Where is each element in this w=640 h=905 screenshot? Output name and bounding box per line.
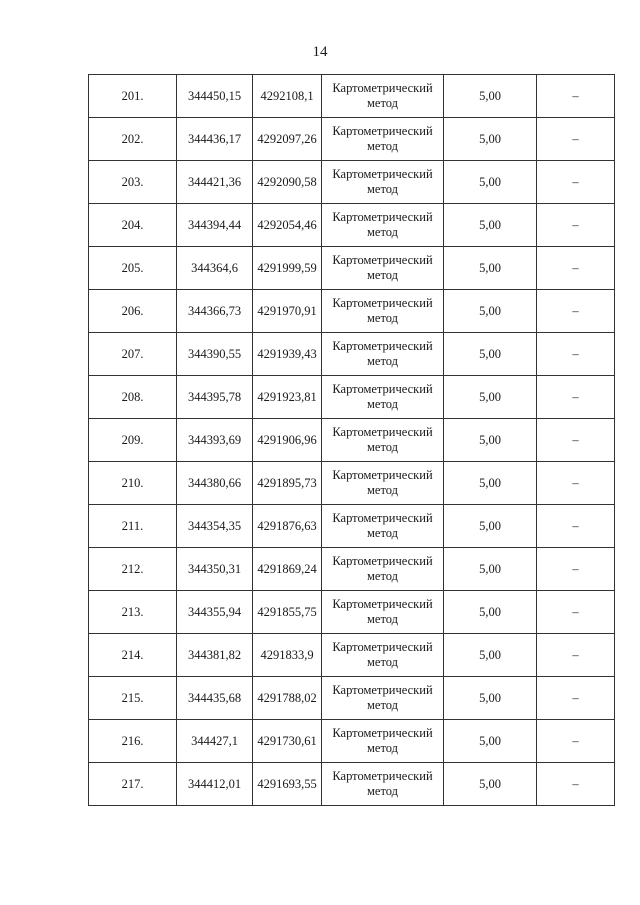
y-coordinate-cell: 4291788,02: [253, 677, 322, 720]
point-number-cell: 216.: [89, 720, 177, 763]
method-text: Картометрический метод: [332, 511, 433, 540]
method-cell: [322, 161, 444, 204]
accuracy-cell: 5,00: [444, 763, 537, 806]
x-coordinate-cell: 344354,35: [177, 505, 253, 548]
method-cell: [322, 376, 444, 419]
method-cell: [322, 505, 444, 548]
y-coordinate-cell: 4291970,91: [253, 290, 322, 333]
accuracy-cell: 5,00: [444, 118, 537, 161]
page-number: 14: [312, 44, 328, 60]
point-number-cell: 209.: [89, 419, 177, 462]
coordinates-table-body: [89, 75, 615, 806]
point-number-cell: 214.: [89, 634, 177, 677]
point-number-cell: 204.: [89, 204, 177, 247]
accuracy-cell: 5,00: [444, 161, 537, 204]
note-cell: –: [537, 247, 615, 290]
accuracy-cell: 5,00: [444, 677, 537, 720]
y-coordinate-cell: 4291895,73: [253, 462, 322, 505]
y-coordinate-cell: 4292108,1: [253, 75, 322, 118]
method-text: Картометрический метод: [332, 124, 433, 153]
accuracy-cell: 5,00: [444, 419, 537, 462]
method-text: Картометрический метод: [332, 253, 433, 282]
table-row: [89, 763, 615, 806]
accuracy-cell: 5,00: [444, 75, 537, 118]
x-coordinate-cell: 344436,17: [177, 118, 253, 161]
y-coordinate-cell: 4291869,24: [253, 548, 322, 591]
y-coordinate-cell: 4292090,58: [253, 161, 322, 204]
method-text: Картометрический метод: [332, 382, 433, 411]
table-row: [89, 720, 615, 763]
note-cell: –: [537, 505, 615, 548]
x-coordinate-cell: 344350,31: [177, 548, 253, 591]
accuracy-cell: 5,00: [444, 505, 537, 548]
method-text: Картометрический метод: [332, 296, 433, 325]
accuracy-cell: 5,00: [444, 634, 537, 677]
y-coordinate-cell: 4291833,9: [253, 634, 322, 677]
note-cell: –: [537, 75, 615, 118]
point-number-cell: 201.: [89, 75, 177, 118]
table-row: [89, 75, 615, 118]
x-coordinate-cell: 344395,78: [177, 376, 253, 419]
point-number-cell: 203.: [89, 161, 177, 204]
y-coordinate-cell: 4292097,26: [253, 118, 322, 161]
method-text: Картометрический метод: [332, 769, 433, 798]
accuracy-cell: 5,00: [444, 290, 537, 333]
table-row: [89, 290, 615, 333]
note-cell: –: [537, 204, 615, 247]
accuracy-cell: 5,00: [444, 720, 537, 763]
y-coordinate-cell: 4291939,43: [253, 333, 322, 376]
method-text: Картометрический метод: [332, 425, 433, 454]
y-coordinate-cell: 4291923,81: [253, 376, 322, 419]
x-coordinate-cell: 344393,69: [177, 419, 253, 462]
point-number-cell: 217.: [89, 763, 177, 806]
x-coordinate-cell: 344421,36: [177, 161, 253, 204]
x-coordinate-cell: 344394,44: [177, 204, 253, 247]
note-cell: –: [537, 548, 615, 591]
table-row: [89, 634, 615, 677]
method-text: Картометрический метод: [332, 683, 433, 712]
table-row: [89, 462, 615, 505]
y-coordinate-cell: 4292054,46: [253, 204, 322, 247]
method-text: Картометрический метод: [332, 554, 433, 583]
note-cell: –: [537, 419, 615, 462]
x-coordinate-cell: 344450,15: [177, 75, 253, 118]
note-cell: –: [537, 634, 615, 677]
method-cell: [322, 118, 444, 161]
method-text: Картометрический метод: [332, 468, 433, 497]
method-cell: [322, 763, 444, 806]
accuracy-cell: 5,00: [444, 591, 537, 634]
x-coordinate-cell: 344380,66: [177, 462, 253, 505]
method-cell: [322, 720, 444, 763]
y-coordinate-cell: 4291730,61: [253, 720, 322, 763]
x-coordinate-cell: 344427,1: [177, 720, 253, 763]
table-row: [89, 505, 615, 548]
method-cell: [322, 204, 444, 247]
accuracy-cell: 5,00: [444, 333, 537, 376]
point-number-cell: 212.: [89, 548, 177, 591]
note-cell: –: [537, 333, 615, 376]
point-number-cell: 213.: [89, 591, 177, 634]
point-number-cell: 205.: [89, 247, 177, 290]
method-cell: [322, 247, 444, 290]
method-text: Картометрический метод: [332, 640, 433, 669]
x-coordinate-cell: 344381,82: [177, 634, 253, 677]
point-number-cell: 211.: [89, 505, 177, 548]
table-row: [89, 376, 615, 419]
method-cell: [322, 548, 444, 591]
x-coordinate-cell: 344412,01: [177, 763, 253, 806]
table-row: [89, 161, 615, 204]
table-row: [89, 204, 615, 247]
method-cell: [322, 677, 444, 720]
x-coordinate-cell: 344364,6: [177, 247, 253, 290]
x-coordinate-cell: 344435,68: [177, 677, 253, 720]
x-coordinate-cell: 344366,73: [177, 290, 253, 333]
method-text: Картометрический метод: [332, 339, 433, 368]
method-cell: [322, 634, 444, 677]
note-cell: –: [537, 763, 615, 806]
accuracy-cell: 5,00: [444, 204, 537, 247]
table-row: [89, 118, 615, 161]
y-coordinate-cell: 4291693,55: [253, 763, 322, 806]
point-number-cell: 206.: [89, 290, 177, 333]
method-text: Картометрический метод: [332, 726, 433, 755]
note-cell: –: [537, 161, 615, 204]
note-cell: –: [537, 720, 615, 763]
x-coordinate-cell: 344355,94: [177, 591, 253, 634]
x-coordinate-cell: 344390,55: [177, 333, 253, 376]
y-coordinate-cell: 4291999,59: [253, 247, 322, 290]
method-cell: [322, 419, 444, 462]
table-row: [89, 333, 615, 376]
coordinates-table: [88, 74, 615, 806]
method-text: Картометрический метод: [332, 167, 433, 196]
note-cell: –: [537, 118, 615, 161]
accuracy-cell: 5,00: [444, 247, 537, 290]
table-row: [89, 548, 615, 591]
method-cell: [322, 591, 444, 634]
method-cell: [322, 290, 444, 333]
method-cell: [322, 75, 444, 118]
y-coordinate-cell: 4291906,96: [253, 419, 322, 462]
point-number-cell: 215.: [89, 677, 177, 720]
method-text: Картометрический метод: [332, 210, 433, 239]
note-cell: –: [537, 462, 615, 505]
y-coordinate-cell: 4291855,75: [253, 591, 322, 634]
point-number-cell: 202.: [89, 118, 177, 161]
point-number-cell: 207.: [89, 333, 177, 376]
note-cell: –: [537, 591, 615, 634]
method-cell: [322, 333, 444, 376]
table-row: [89, 677, 615, 720]
accuracy-cell: 5,00: [444, 462, 537, 505]
table-row: [89, 247, 615, 290]
note-cell: –: [537, 677, 615, 720]
method-text: Картометрический метод: [332, 81, 433, 110]
table-row: [89, 419, 615, 462]
accuracy-cell: 5,00: [444, 548, 537, 591]
y-coordinate-cell: 4291876,63: [253, 505, 322, 548]
method-cell: [322, 462, 444, 505]
method-text: Картометрический метод: [332, 597, 433, 626]
note-cell: –: [537, 376, 615, 419]
point-number-cell: 208.: [89, 376, 177, 419]
note-cell: –: [537, 290, 615, 333]
accuracy-cell: 5,00: [444, 376, 537, 419]
table-row: [89, 591, 615, 634]
point-number-cell: 210.: [89, 462, 177, 505]
